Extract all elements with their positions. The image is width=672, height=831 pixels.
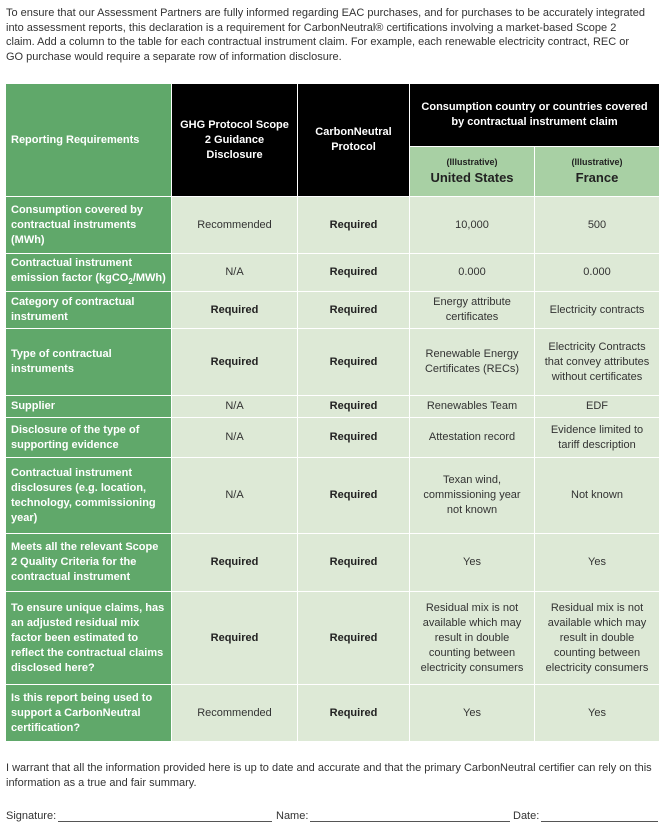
cn-cell: Required	[298, 534, 410, 592]
signature-line[interactable]	[58, 811, 272, 822]
table-row	[6, 534, 660, 592]
row-label: Meets all the relevant Scope 2 Quality Criteria for the contractual instrument	[6, 534, 172, 592]
header-country-us	[410, 147, 535, 197]
ghg-cell: Recommended	[172, 197, 298, 254]
header-consumption-country: Consumption country or countries covered by contractual instrument claim	[410, 84, 660, 147]
signature-label: Signature:	[6, 810, 57, 822]
ghg-cell: Required	[172, 292, 298, 329]
ghg-cell: Required	[172, 329, 298, 396]
us-cell: Attestation record	[410, 418, 535, 458]
cn-cell: Required	[298, 418, 410, 458]
cn-cell: Required	[298, 592, 410, 685]
cn-cell: Required	[298, 685, 410, 742]
us-cell: Texan wind, commissioning year not known	[410, 458, 535, 534]
date-label: Date:	[513, 810, 540, 822]
ghg-cell: Required	[172, 534, 298, 592]
us-cell: Renewable Energy Certificates (RECs)	[410, 329, 535, 396]
table-row	[6, 329, 660, 396]
ghg-cell: Required	[172, 592, 298, 685]
signature-field[interactable]	[6, 808, 272, 822]
fr-cell: Electricity contracts	[535, 292, 660, 329]
fr-cell: 500	[535, 197, 660, 254]
ghg-cell: Recommended	[172, 685, 298, 742]
table-row	[6, 458, 660, 534]
warranty-statement: I warrant that all the information provided here is up to date and accurate and that the primary CarbonNeutral certifier can rely on this information as a true and fair summary.	[6, 762, 652, 789]
row-label: Type of contractual instruments	[6, 329, 172, 396]
country-name: United States	[430, 170, 514, 185]
table-row	[6, 254, 660, 292]
name-line[interactable]	[310, 811, 510, 822]
intro-paragraph: To ensure that our Assessment Partners are fully informed regarding EAC purchases, and for purchases to be accurately integrated into assessment reports, this declaration is a requirement for CarbonNeutral® certifications involving a market-based Scope 2 claim. Add a column to the table for each contractual instrument claim. For example, each renewable electricity contract, REC or GO purchase would require a separate row of information disclosure.	[6, 7, 645, 63]
row-label: Contractual instrument disclosures (e.g. location, technology, commissioning year)	[6, 458, 172, 534]
ghg-cell: N/A	[172, 458, 298, 534]
table-row	[6, 292, 660, 329]
country-name: France	[575, 170, 619, 185]
fr-cell: 0.000	[535, 254, 660, 292]
row-label: Supplier	[6, 396, 172, 418]
row-label: To ensure unique claims, has an adjusted residual mix factor been estimated to reflect the contractual claims disclosed here?	[6, 592, 172, 685]
row-label: Category of contractual instrument	[6, 292, 172, 329]
us-cell: Energy attribute certificates	[410, 292, 535, 329]
name-field[interactable]	[276, 808, 510, 822]
date-field[interactable]	[513, 808, 658, 822]
fr-cell: Evidence limited to tariff description	[535, 418, 660, 458]
illustrative-label: (Illustrative)	[446, 157, 498, 167]
row-label: Contractual instrument emission factor (kgCO$_2$/MWh)	[6, 254, 172, 292]
us-cell: 0.000	[410, 254, 535, 292]
us-cell: Yes	[410, 685, 535, 742]
row-label: Disclosure of the type of supporting evidence	[6, 418, 172, 458]
header-country-fr	[535, 147, 660, 197]
us-cell: 10,000	[410, 197, 535, 254]
cn-cell: Required	[298, 254, 410, 292]
table-row	[6, 592, 660, 685]
name-label: Name:	[276, 810, 309, 822]
reporting-requirements-table	[5, 83, 660, 742]
us-cell: Residual mix is not available which may result in double counting between electricity consumers	[410, 592, 535, 685]
row-label: Consumption covered by contractual instruments (MWh)	[6, 197, 172, 254]
header-reporting-requirements: Reporting Requirements	[6, 84, 172, 197]
row-label: Is this report being used to support a CarbonNeutral certification?	[6, 685, 172, 742]
cn-cell: Required	[298, 329, 410, 396]
header-carbonneutral-protocol: CarbonNeutral Protocol	[298, 84, 410, 197]
us-cell: Yes	[410, 534, 535, 592]
illustrative-label: (Illustrative)	[571, 157, 623, 167]
table-row	[6, 685, 660, 742]
cn-cell: Required	[298, 197, 410, 254]
cn-cell: Required	[298, 396, 410, 418]
ghg-cell: N/A	[172, 396, 298, 418]
table-row	[6, 396, 660, 418]
cn-cell: Required	[298, 458, 410, 534]
fr-cell: Not known	[535, 458, 660, 534]
fr-cell: Electricity Contracts that convey attributes without certificates	[535, 329, 660, 396]
table-row	[6, 418, 660, 458]
ghg-cell: N/A	[172, 418, 298, 458]
fr-cell: Residual mix is not available which may result in double counting between electricity consumers	[535, 592, 660, 685]
header-ghg-protocol: GHG Protocol Scope 2 Guidance Disclosure	[172, 84, 298, 197]
fr-cell: Yes	[535, 685, 660, 742]
cn-cell: Required	[298, 292, 410, 329]
date-line[interactable]	[541, 811, 658, 822]
ghg-cell: N/A	[172, 254, 298, 292]
us-cell: Renewables Team	[410, 396, 535, 418]
fr-cell: EDF	[535, 396, 660, 418]
fr-cell: Yes	[535, 534, 660, 592]
table-row	[6, 197, 660, 254]
